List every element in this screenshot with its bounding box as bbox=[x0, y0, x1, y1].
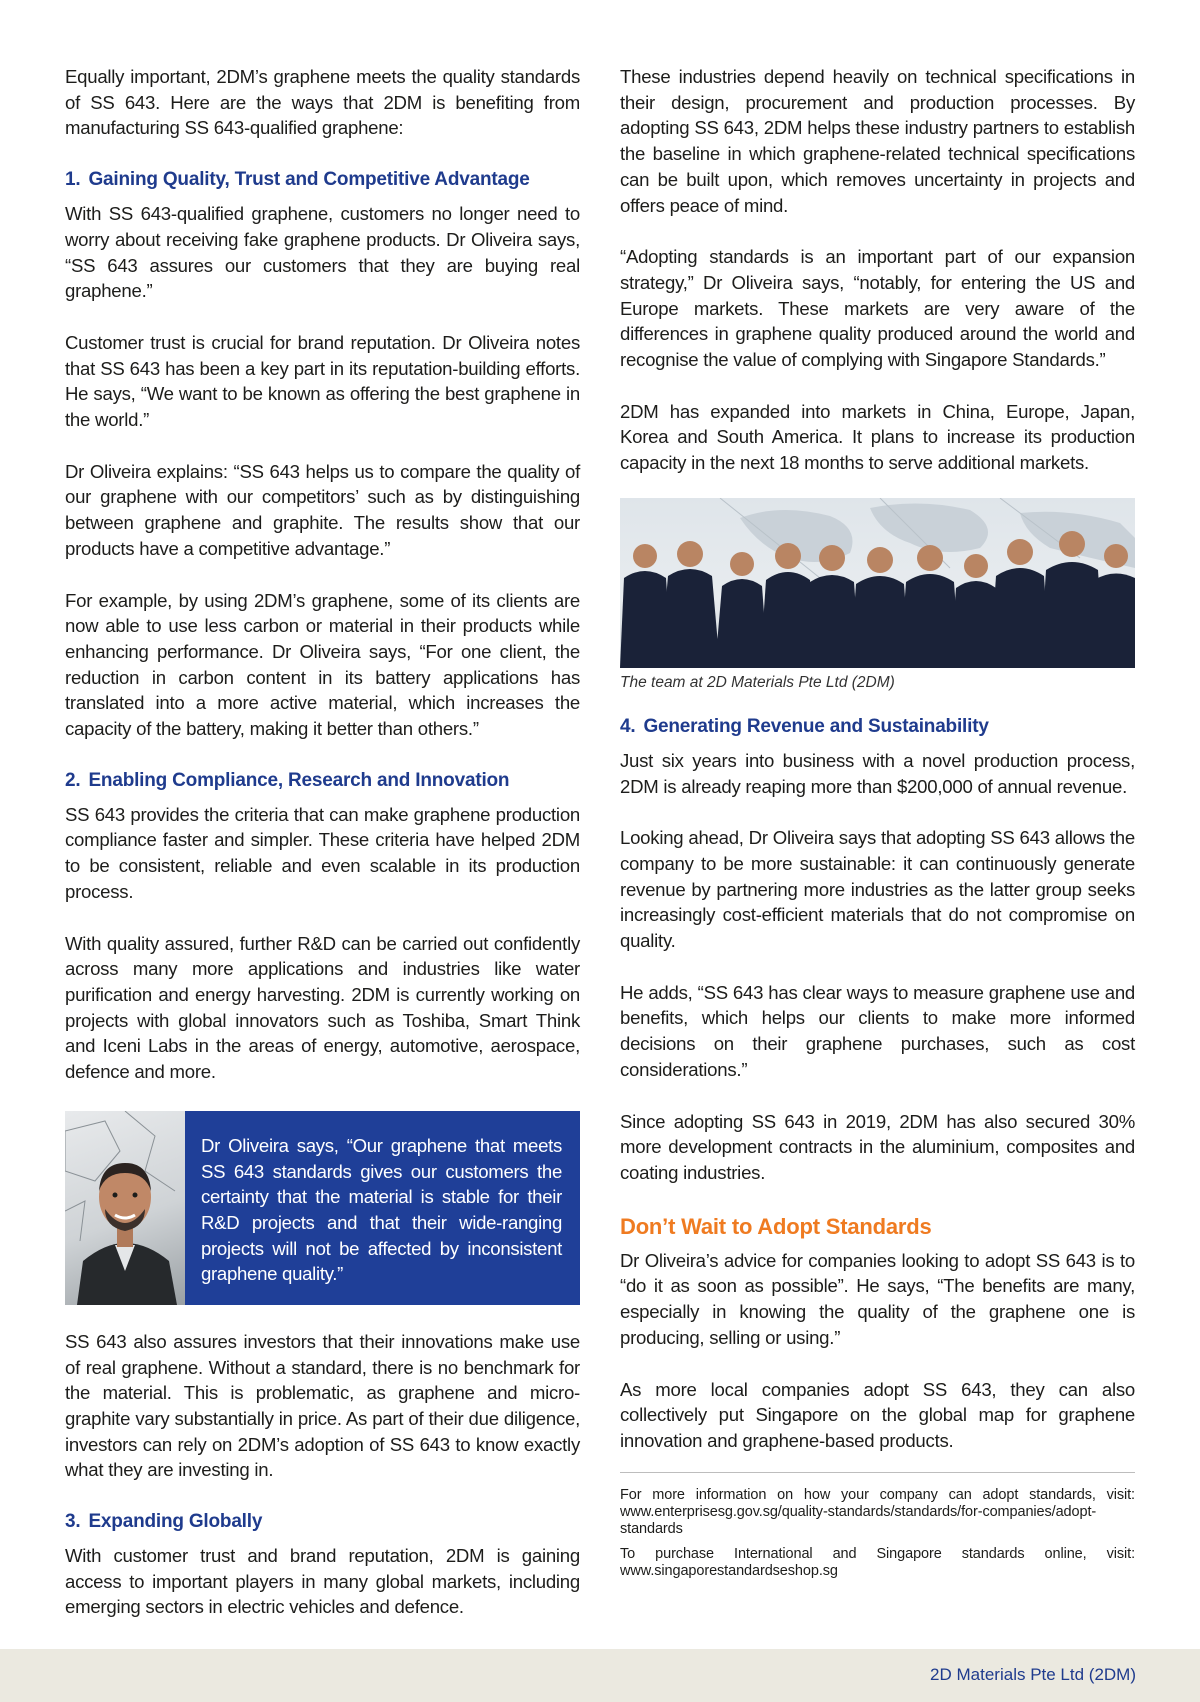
section-1-number: 1. bbox=[65, 169, 81, 191]
team-photo bbox=[620, 498, 1135, 668]
section-3-paragraph-1: With customer trust and brand reputation, 2DM is gaining access to important players in many global markets, including emerging sectors in electric vehicles and defence. bbox=[65, 1545, 580, 1618]
left-column bbox=[65, 64, 580, 1620]
section-1-paragraph-4: For example, by using 2DM’s graphene, some of its clients are now able to use less carbon or material in their products while enhancing performance. Dr Oliveira says, “For one client, the reduction in carbon content in its battery applications has translated into a more active material, which increases the capacity of the battery, making it better than others.” bbox=[65, 589, 580, 740]
right-column bbox=[620, 64, 1135, 1588]
investors-paragraph: SS 643 also assures investors that their innovations make use of real graphene. Without a standard, there is no benchmark for the material. This is problematic, as graphene and micro-graphite vary substantially in price. As part of their due diligence, investors can rely on 2DM’s adoption of SS 643 to know exactly what they are investing in. bbox=[65, 1330, 580, 1481]
markets-paragraph: 2DM has expanded into markets in China, Europe, Japan, Korea and South America. It plans to increase its production capacity in the next 18 months to serve additional markets. bbox=[620, 400, 1135, 474]
team-photo-illustration bbox=[620, 498, 1135, 668]
section-1-paragraph-2: Customer trust is crucial for brand reputation. Dr Oliveira notes that SS 643 has been a key part in its reputation-building efforts. He says, “We want to be known as offering the best graphene in the world.” bbox=[65, 331, 580, 431]
footnote-shop-link: To purchase International and Singapore standards online, visit: www.singaporestandardseshop.sg bbox=[620, 1545, 1135, 1579]
footnote-divider bbox=[620, 1472, 1135, 1473]
section-4-paragraph-3: He adds, “SS 643 has clear ways to measure graphene use and benefits, which helps our clients to make more informed decisions on their graphene purchases, such as cost considerations.” bbox=[620, 981, 1135, 1080]
footnote-adopt-link: For more information on how your company can adopt standards, visit: www.enterprisesg.gov.sg/quality-standards/standards/for-companies/adopt-standards bbox=[620, 1486, 1135, 1537]
section-2-title: Enabling Compliance, Research and Innovation bbox=[88, 769, 510, 791]
section-4-paragraph-4: Since adopting SS 643 in 2019, 2DM has also secured 30% more development contracts in the aluminium, composites and coating industries. bbox=[620, 1110, 1135, 1183]
section-2-heading bbox=[65, 768, 580, 794]
adopt-standards-heading: Don’t Wait to Adopt Standards bbox=[620, 1213, 932, 1239]
footer-band bbox=[0, 1649, 1200, 1702]
portrait-illustration bbox=[65, 1111, 185, 1305]
section-1-heading bbox=[65, 167, 580, 193]
section-2-number: 2. bbox=[65, 769, 81, 791]
intro-paragraph: Equally important, 2DM’s graphene meets the quality standards of SS 643. Here are the ways that 2DM is benefiting from manufacturing SS 643-qualified graphene: bbox=[65, 66, 580, 139]
section-1-paragraph-1: With SS 643-qualified graphene, customers no longer need to worry about receiving fake graphene products. Dr Oliveira says, “SS 643 assures our customers that they are buying real graphene.” bbox=[65, 203, 580, 302]
section-2-paragraph-2: With quality assured, further R&D can be carried out confidently across many more applications and industries like water purification and energy harvesting. 2DM is currently working on projects with global innovators such as Toshiba, Smart Think and Iceni Labs in the areas of energy, automotive, aerospace, defence and more. bbox=[65, 932, 580, 1083]
section-4-title: Generating Revenue and Sustainability bbox=[643, 715, 989, 737]
section-1-paragraph-3: Dr Oliveira explains: “SS 643 helps us to compare the quality of our graphene with our competitors’ such as by distinguishing between graphene and graphite. The results show that our products have a competitive advantage.” bbox=[65, 460, 580, 559]
adopt-paragraph-2: As more local companies adopt SS 643, they can also collectively put Singapore on the global map for graphene innovation and graphene-based products. bbox=[620, 1378, 1135, 1451]
section-2-paragraph-1: SS 643 provides the criteria that can make graphene production compliance faster and simpler. These criteria have helped 2DM to be consistent, reliable and even scalable in its production process. bbox=[65, 803, 580, 902]
section-3-number: 3. bbox=[65, 1511, 81, 1533]
industries-paragraph: These industries depend heavily on technical specifications in their design, procurement and production processes. By adopting SS 643, 2DM helps these industry partners to establish the baseline in which graphene-related technical specifications can be built upon, which removes uncertainty in projects and offers peace of mind. bbox=[620, 66, 1135, 216]
quote-text: Dr Oliveira says, “Our graphene that meets SS 643 standards gives our customers the certainty that the material is stable for their R&D projects and that their wide-ranging projects will not be affected by inconsistent graphene quality.” bbox=[185, 1111, 580, 1305]
portrait-photo bbox=[65, 1111, 185, 1305]
footer-company-name: 2D Materials Pte Ltd (2DM) bbox=[930, 1665, 1136, 1684]
quote-box bbox=[65, 1111, 580, 1305]
section-3-title: Expanding Globally bbox=[88, 1511, 263, 1533]
section-4-paragraph-2: Looking ahead, Dr Oliveira says that adopting SS 643 allows the company to be more sustainable: it can continuously generate revenue by partnering more industries as the latter group seeks increasingly cost-efficient materials that do not compromise on quality. bbox=[620, 827, 1135, 952]
expansion-quote-paragraph: “Adopting standards is an important part of our expansion strategy,” Dr Oliveira says, “notably, for entering the US and Europe markets. These markets are very aware of the differences in graphene quality produced around the world and recognise the value of complying with Singapore Standards.” bbox=[620, 246, 1135, 371]
section-4-number: 4. bbox=[620, 715, 636, 737]
section-4-paragraph-1: Just six years into business with a novel production process, 2DM is already reaping more than $200,000 of annual revenue. bbox=[620, 749, 1135, 797]
section-1-title: Gaining Quality, Trust and Competitive Advantage bbox=[88, 169, 530, 191]
adopt-paragraph-1: Dr Oliveira’s advice for companies looking to adopt SS 643 is to “do it as soon as possible”. He says, “The benefits are many, especially in knowing the quality of the graphene one is producing, selling or using.” bbox=[620, 1249, 1135, 1348]
photo-caption: The team at 2D Materials Pte Ltd (2DM) bbox=[620, 673, 895, 691]
section-4-heading bbox=[620, 714, 1135, 740]
section-3-heading bbox=[65, 1509, 580, 1535]
